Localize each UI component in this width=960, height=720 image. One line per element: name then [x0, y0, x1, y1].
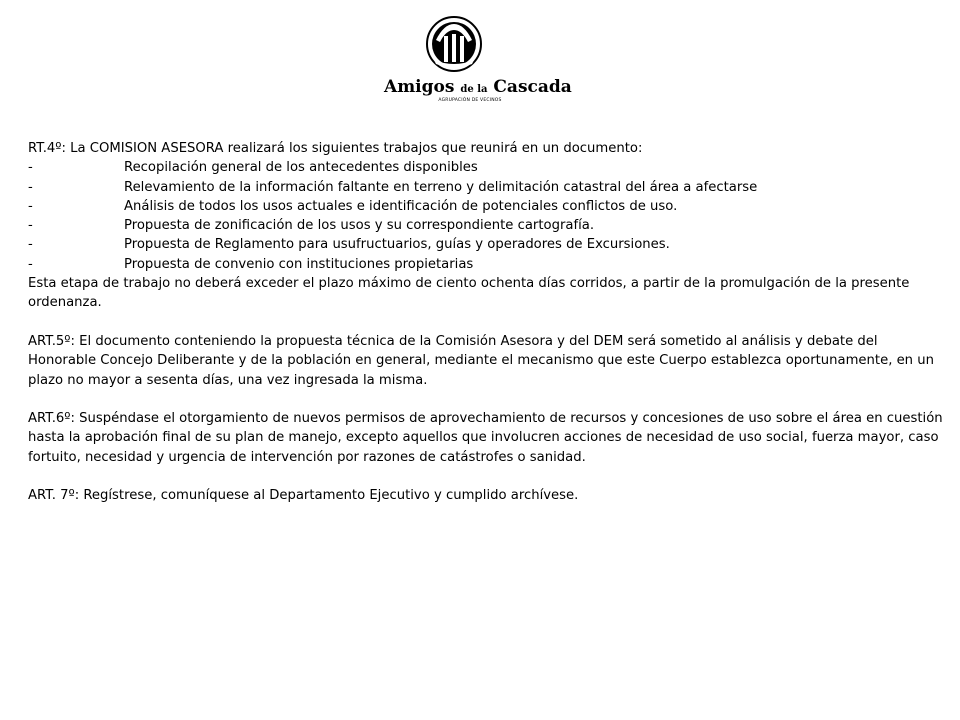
article-6-line: fortuito, necesidad y urgencia de intervención por razones de catástrofes o sanidad. [28, 449, 586, 465]
article-4-closing-line: Esta etapa de trabajo no deberá exceder el plazo máximo de ciento ochenta días corridos, a partir de la promulgación de la presente [28, 276, 910, 292]
list-item-text: Recopilación general de los antecedentes disponibles [124, 160, 478, 176]
article-7 [28, 486, 928, 505]
article-5 [28, 332, 934, 390]
list-dash: - [28, 237, 33, 253]
list-item-text: Análisis de todos los usos actuales e identificación de potenciales conflictos de uso. [124, 198, 678, 214]
logo [384, 14, 572, 103]
logo-title-part2: de la [460, 84, 488, 95]
article-6 [28, 409, 943, 467]
article-4-closing-line: ordenanza. [28, 295, 102, 311]
logo-title-part1: Amigos [384, 77, 455, 97]
article-5-line: ART.5º: El documento conteniendo la propuesta técnica de la Comisión Asesora y del DEM será sometido al análisis y debate del [28, 333, 878, 349]
article-4-intro: RT.4º: La COMISION ASESORA realizará los siguientes trabajos que reunirá en un documento: [28, 141, 643, 156]
list-item [28, 235, 928, 254]
list-item [28, 178, 928, 197]
list-item [28, 216, 928, 235]
article-6-line: hasta la aprobación final de su plan de manejo, excepto aquellos que involucren acciones de necesidad de uso social, fuerza mayor, caso [28, 430, 939, 446]
logo-title-part3: Cascada [493, 77, 572, 97]
article-7-line: ART. 7º: Regístrese, comuníquese al Departamento Ejecutivo y cumplido archívese. [28, 488, 579, 504]
list-dash: - [28, 160, 33, 176]
list-item-text: Relevamiento de la información faltante en terreno y delimitación catastral del área a afectarse [124, 179, 758, 195]
article-5-line: plazo no mayor a sesenta días, una vez ingresada la misma. [28, 372, 428, 388]
list-item-text: Propuesta de convenio con instituciones propietarias [124, 256, 474, 272]
document-body [28, 139, 943, 506]
list-dash: - [28, 198, 33, 214]
article-6-line: ART.6º: Suspéndase el otorgamiento de nuevos permisos de aprovechamiento de recursos y concesiones de uso sobre el área en cuestión [28, 411, 943, 427]
list-item-text: Propuesta de Reglamento para usufructuarios, guías y operadores de Excursiones. [124, 237, 670, 253]
waterfall-emblem-icon [384, 14, 526, 80]
list-dash: - [28, 256, 33, 272]
logo-title [384, 77, 572, 99]
article-4 [28, 139, 928, 313]
list-dash: - [28, 218, 33, 234]
list-dash: - [28, 179, 33, 195]
logo-subtitle: AGRUPACIÓN DE VECINOS [438, 98, 502, 103]
list-item [28, 255, 928, 274]
list-item [28, 158, 928, 177]
list-item-text: Propuesta de zonificación de los usos y su correspondiente cartografía. [124, 218, 595, 234]
article-5-line: Honorable Concejo Deliberante y de la población en general, mediante el mecanismo que este Cuerpo establezca oportunamente, en un [28, 353, 934, 369]
list-item [28, 197, 928, 216]
